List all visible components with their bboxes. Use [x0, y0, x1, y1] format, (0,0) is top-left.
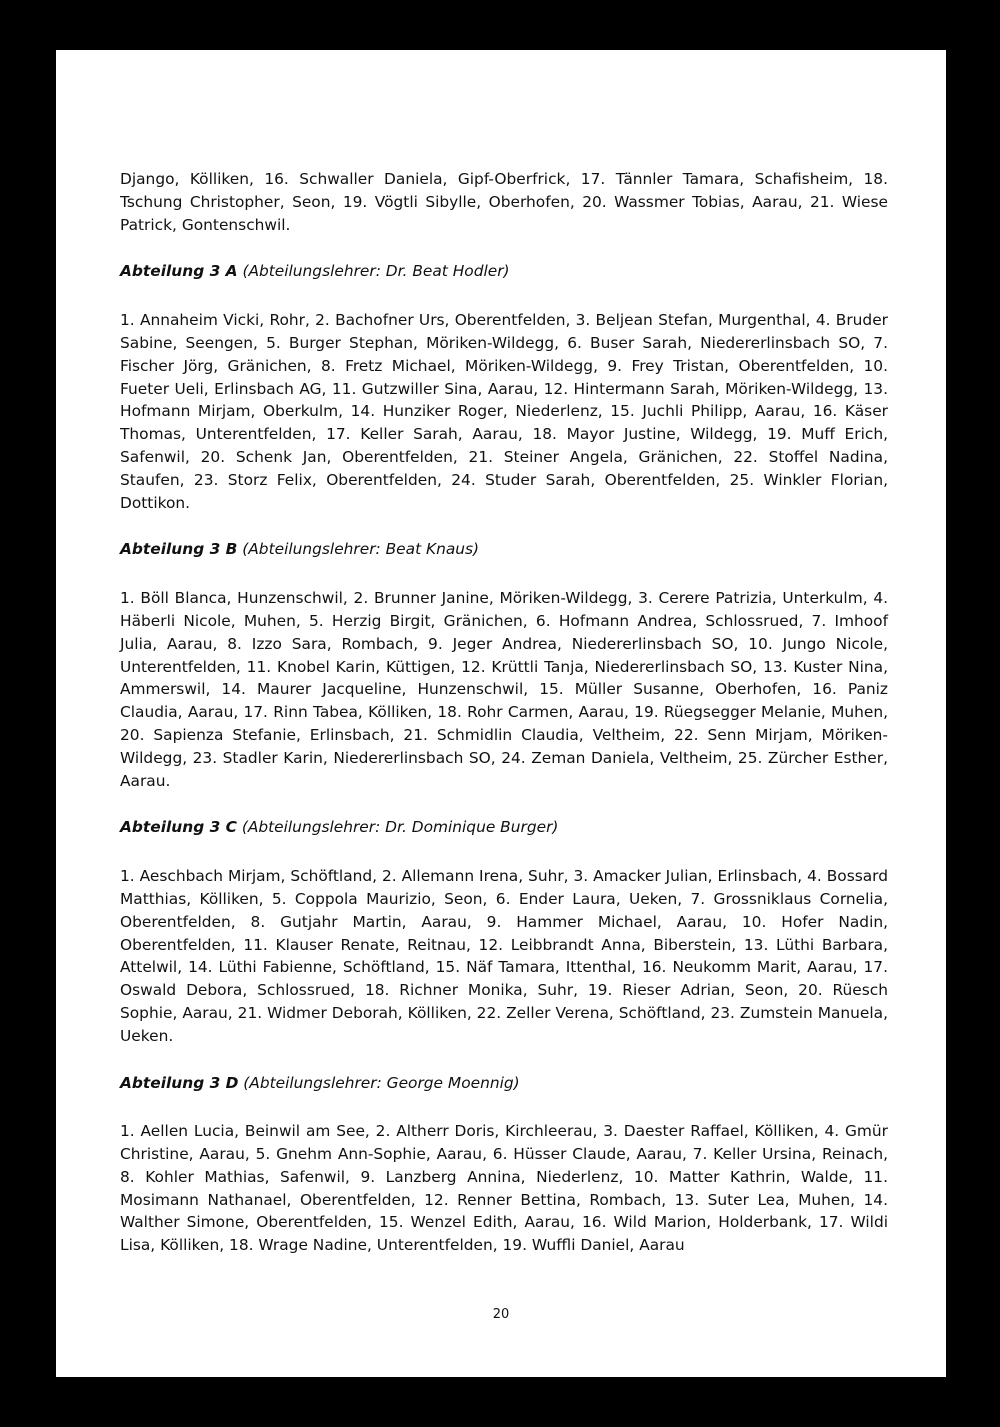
section-heading-3b-title: Abteilung 3 B [120, 540, 238, 559]
section-body-3b: 1. Böll Blanca, Hunzenschwil, 2. Brunner Janine, Möriken-Wildegg, 3. Cerere Patrizia, Unterkulm, 4. Häberli Nicole, Muhen, 5. Herzig Birgit, Gränichen, 6. Hofmann Andrea, Schlossrued, 7. Imhoof Julia, Aarau, 8. Izzo Sara, Rombach, 9. Jeger Andrea, Niedererlinsbach SO, 10. Jungo Nicole, Unterentfelden, 11. Knobel Karin, Küttigen, 12. Krüttli Tanja, Niedererlinsbach SO, 13. Kuster Nina, Ammerswil, 14. Maurer Jacqueline, Hunzenschwil, 15. Müller Susanne, Oberhofen, 16. Paniz Claudia, Aarau, 17. Rinn Tabea, Kölliken, 18. Rohr Carmen, Aarau, 19. Rüegsegger Melanie, Muhen, 20. Sapienza Stefanie, Erlinsbach, 21. Schmidlin Claudia, Veltheim, 22. Senn Mirjam, Möriken-Wildegg, 23. Stadler Karin, Niedererlinsbach SO, 24. Zeman Daniela, Veltheim, 25. Zürcher Esther, Aarau. [120, 589, 888, 790]
section-heading-3a [120, 260, 888, 283]
page-number: 20 [492, 1307, 510, 1322]
section-heading-3a-teacher: (Abteilungslehrer: Dr. Beat Hodler) [237, 262, 510, 281]
section-heading-3b [120, 538, 888, 561]
section-heading-3c-title: Abteilung 3 C [120, 818, 237, 837]
section-heading-3a-title: Abteilung 3 A [120, 262, 238, 281]
document-page [56, 50, 946, 1377]
section-heading-3d-teacher: (Abteilungslehrer: George Moennig) [238, 1073, 520, 1092]
section-heading-3c-teacher: (Abteilungslehrer: Dr. Dominique Burger) [236, 818, 559, 837]
section-heading-3d [120, 1072, 888, 1095]
section-body-3d: 1. Aellen Lucia, Beinwil am See, 2. Altherr Doris, Kirchleerau, 3. Daester Raffael, Kölliken, 4. Gmür Christine, Aarau, 5. Gnehm Ann-Sophie, Aarau, 6. Hüsser Claude, Aarau, 7. Keller Ursina, Reinach, 8. Kohler Mathias, Safenwil, 9. Lanzberg Annina, Niederlenz, 10. Matter Kathrin, Walde, 11. Mosimann Nathanael, Oberentfelden, 12. Renner Bettina, Rombach, 13. Suter Lea, Muhen, 14. Walther Simone, Oberentfelden, 15. Wenzel Edith, Aarau, 16. Wild Marion, Holderbank, 17. Wildi Lisa, Kölliken, 18. Wrage Nadine, Unterentfelden, 19. Wuffli Daniel, Aarau [120, 1122, 888, 1255]
section-heading-3c [120, 816, 888, 839]
section-heading-3d-title: Abteilung 3 D [120, 1073, 239, 1092]
page-content [120, 168, 888, 1257]
section-heading-3b-teacher: (Abteilungslehrer: Beat Knaus) [237, 540, 480, 559]
section-body-3a: 1. Annaheim Vicki, Rohr, 2. Bachofner Urs, Oberentfelden, 3. Beljean Stefan, Murgenthal, 4. Bruder Sabine, Seengen, 5. Burger Stephan, Möriken-Wildegg, 6. Buser Sarah, Niedererlinsbach SO, 7. Fischer Jörg, Gränichen, 8. Fretz Michael, Möriken-Wildegg, 9. Frey Tristan, Oberentfelden, 10. Fueter Ueli, Erlinsbach AG, 11. Gutzwiller Sina, Aarau, 12. Hintermann Sarah, Möriken-Wildegg, 13. Hofmann Mirjam, Oberkulm, 14. Hunziker Roger, Niederlenz, 15. Juchli Philipp, Aarau, 16. Käser Thomas, Unterentfelden, 17. Keller Sarah, Aarau, 18. Mayor Justine, Wildegg, 19. Muff Erich, Safenwil, 20. Schenk Jan, Oberentfelden, 21. Steiner Angela, Gränichen, 22. Stoffel Nadina, Staufen, 23. Storz Felix, Oberentfelden, 24. Studer Sarah, Oberentfelden, 25. Winkler Florian, Dottikon. [120, 311, 888, 512]
section-body-3c: 1. Aeschbach Mirjam, Schöftland, 2. Allemann Irena, Suhr, 3. Amacker Julian, Erlinsbach, 4. Bossard Matthias, Kölliken, 5. Coppola Maurizio, Seon, 6. Ender Laura, Ueken, 7. Grossniklaus Cornelia, Oberentfelden, 8. Gutjahr Martin, Aarau, 9. Hammer Michael, Aarau, 10. Hofer Nadin, Oberentfelden, 11. Klauser Renate, Reitnau, 12. Leibbrandt Anna, Biberstein, 13. Lüthi Barbara, Attelwil, 14. Lüthi Fabienne, Schöftland, 15. Näf Tamara, Ittenthal, 16. Neukomm Marit, Aarau, 17. Oswald Debora, Schlossrued, 18. Richner Monika, Suhr, 19. Rieser Adrian, Seon, 20. Rüesch Sophie, Aarau, 21. Widmer Deborah, Kölliken, 22. Zeller Verena, Schöftland, 23. Zumstein Manuela, Ueken. [120, 867, 888, 1045]
intro-paragraph: Django, Kölliken, 16. Schwaller Daniela, Gipf-Oberfrick, 17. Tännler Tamara, Schafisheim, 18. Tschung Christopher, Seon, 19. Vögtli Sibylle, Oberhofen, 20. Wassmer Tobias, Aarau, 21. Wiese Patrick, Gontenschwil. [120, 170, 888, 234]
